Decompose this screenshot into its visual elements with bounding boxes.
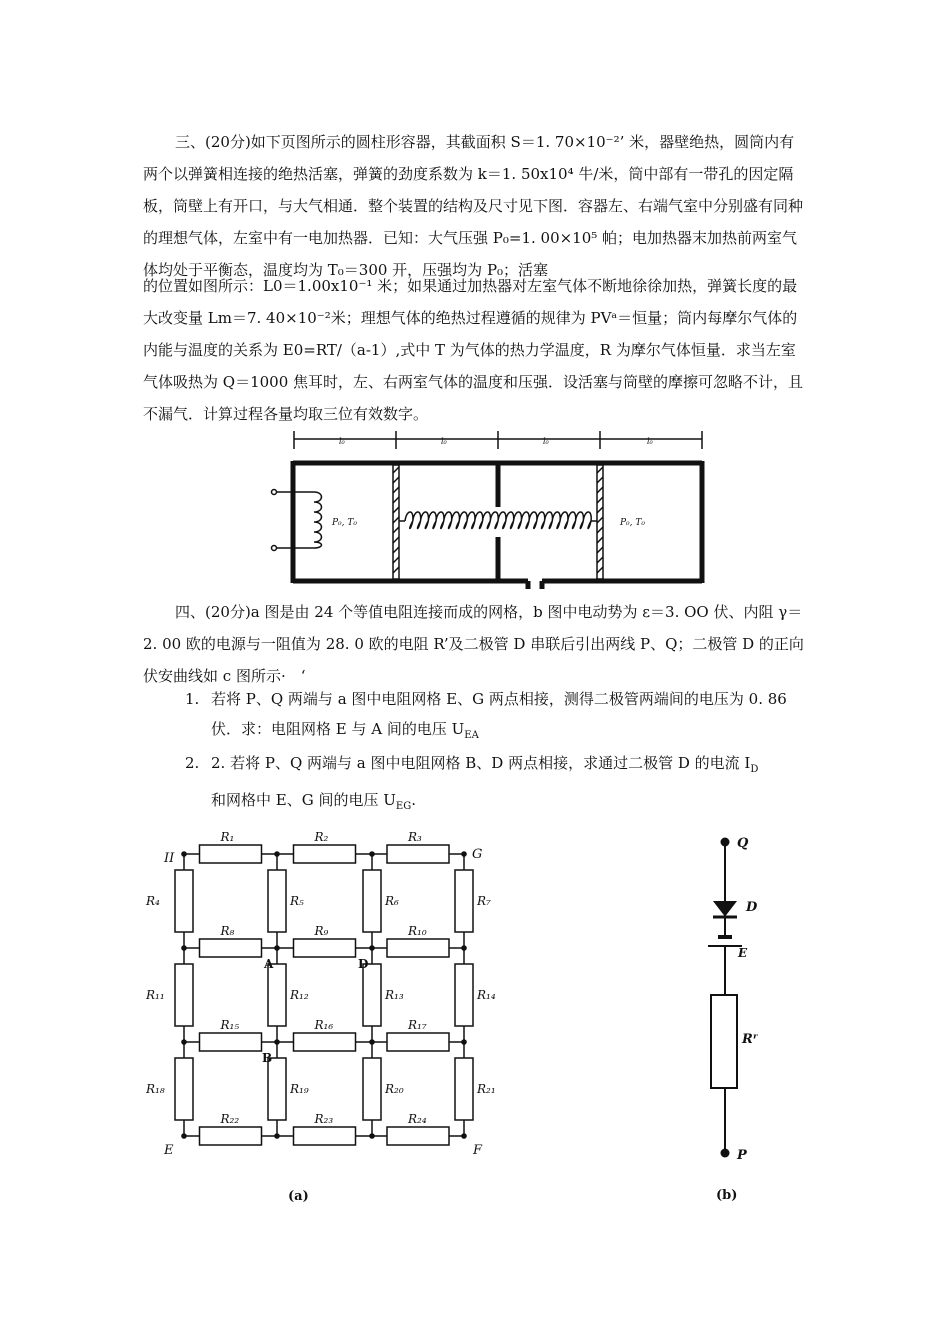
resistor-19-label: R₁₉ xyxy=(290,1082,309,1096)
question-2-line-1: 2. 若将 P、Q 两端与 a 图中电阻网格 B、D 两点相接，求通过二极管 D 的电流 I xyxy=(211,754,751,772)
grid-node xyxy=(274,945,280,951)
dim-label-4: l₀ xyxy=(647,437,653,446)
grid-node xyxy=(181,1039,187,1045)
resistor-17-label: R₁₇ xyxy=(408,1018,427,1032)
node-h-label: II xyxy=(164,851,175,866)
question-1-number: 1. xyxy=(185,690,200,708)
grid-node xyxy=(461,1039,467,1045)
resistor-4-label: R₄ xyxy=(146,894,160,908)
left-gas-label: P₀, T₀ xyxy=(332,518,357,528)
terminal-q-label: Q xyxy=(737,836,749,851)
resistor-19 xyxy=(268,1058,286,1120)
node-a-label: A xyxy=(264,957,274,971)
resistor-1-label: R₁ xyxy=(220,830,235,844)
resistor-24-label: R₂₄ xyxy=(408,1112,427,1126)
resistor-7-label: R₇ xyxy=(477,894,491,908)
dim-label-2: l₀ xyxy=(441,437,447,446)
grid-node xyxy=(369,851,375,857)
grid-nodes xyxy=(181,851,467,1139)
resistor-12 xyxy=(268,964,286,1026)
electric-heater xyxy=(272,490,322,551)
resistor-21 xyxy=(455,1058,473,1120)
resistor-20 xyxy=(363,1058,381,1120)
resistor-9-label: R₉ xyxy=(314,924,329,938)
resistor-23-label: R₂₃ xyxy=(314,1112,334,1126)
node-b-label: B xyxy=(262,1051,273,1065)
resistor-5 xyxy=(268,870,286,932)
resistor-10 xyxy=(387,939,449,957)
question-2-subscript-eg: EG xyxy=(395,801,412,812)
question-1-line-1: 若将 P、Q 两端与 a 图中电阻网格 E、G 两点相接，测得二极管两端间的电压为 0. 86 xyxy=(211,690,787,708)
grid-resistors xyxy=(175,845,473,1145)
resistor-3 xyxy=(387,845,449,863)
resistor-7 xyxy=(455,870,473,932)
node-d-label: D xyxy=(358,957,369,971)
grid-node xyxy=(369,1039,375,1045)
resistor-8 xyxy=(200,939,262,957)
resistor-20-label: R₂₀ xyxy=(385,1082,404,1096)
question-2 xyxy=(185,748,825,822)
resistor-8-label: R₈ xyxy=(220,924,235,938)
resistor-22-label: R₂₂ xyxy=(220,1112,240,1126)
resistor-14-label: R₁₄ xyxy=(477,988,496,1002)
piston-right xyxy=(597,465,603,579)
diode-label: D xyxy=(746,900,758,915)
resistor-grid-figure xyxy=(140,820,500,1210)
resistor-17 xyxy=(387,1033,449,1051)
resistor-1 xyxy=(200,845,262,863)
node-f-label: F xyxy=(473,1143,483,1158)
resistor-3-label: R₃ xyxy=(408,830,422,844)
resistor-r-prime xyxy=(711,995,737,1088)
resistor-5-label: R₅ xyxy=(290,894,304,908)
resistor-22 xyxy=(200,1127,262,1145)
grid-node xyxy=(369,1133,375,1139)
grid-node xyxy=(274,1039,280,1045)
question-1-subscript: EA xyxy=(464,730,479,741)
resistor-9 xyxy=(294,939,356,957)
grid-node xyxy=(181,945,187,951)
right-gas-label: P₀, T₀ xyxy=(620,518,645,528)
grid-node xyxy=(274,851,280,857)
source-label: E xyxy=(738,946,748,960)
resistor-13-label: R₁₃ xyxy=(385,988,404,1002)
grid-node xyxy=(274,1133,280,1139)
grid-resistor-labels xyxy=(145,830,496,1126)
node-e-label: E xyxy=(164,1143,174,1158)
problem3-paragraph-1: 三、(20分)如下页图所示的圆柱形容器，其截面积 S＝1. 70×10⁻²’ 米，器壁绝热，圆筒内有两个以弹簧相连接的绝热活塞，弹簧的劲度系数为 k＝1. 50x10⁴ 牛/米，筒中部有一带孔的因定隔板，筒壁上有开口，与大气相通．整个装置的结构及尺寸见下图．容器左、右端气室中分别盛有同种的理想气体，左室中有一电加热器．已知：大气压强 P₀=1. 00×10⁵ 帕；电加热器末加热前两室气体均处于平衡态，温度均为 T₀＝300 开，压强均为 P₀；活塞 xyxy=(143,133,804,279)
resistor-13 xyxy=(363,964,381,1026)
terminal-p-label: P xyxy=(737,1148,747,1163)
problem4-intro: 四、(20分)a 图是由 24 个等值电阻连接而成的网格，b 图中电动势为 ε＝3. OO 伏、内阻 γ＝2. 00 欧的电源与一阻值为 28. 0 欧的电阻 R’及二极管 D 串联后引出两线 P、Q；二极管 D 的正向伏安曲线如 c 图所示· ‘ xyxy=(143,603,804,685)
grid-node xyxy=(181,851,187,857)
resistor-16 xyxy=(294,1033,356,1051)
resistor-label: Rʳ xyxy=(742,1032,759,1047)
source-circuit-figure xyxy=(690,825,780,1210)
figure-b-caption: (b) xyxy=(716,1188,738,1203)
resistor-6 xyxy=(363,870,381,932)
grid-wires xyxy=(184,854,464,1136)
resistor-18 xyxy=(175,1058,193,1120)
grid-node xyxy=(461,945,467,951)
resistor-6-label: R₆ xyxy=(385,894,399,908)
resistor-11 xyxy=(175,964,193,1026)
question-2-period: . xyxy=(411,791,416,809)
dim-label-1: l₀ xyxy=(339,437,345,446)
question-1-line-2: 伏．求：电阻网格 E 与 A 间的电压 U xyxy=(211,720,465,738)
terminal-p xyxy=(721,1149,730,1158)
dimension-line xyxy=(294,431,702,449)
question-1 xyxy=(185,684,825,751)
spring xyxy=(399,512,597,529)
terminal-q xyxy=(721,838,730,847)
resistor-16-label: R₁₆ xyxy=(314,1018,334,1032)
grid-node xyxy=(369,945,375,951)
grid-node xyxy=(181,1133,187,1139)
resistor-12-label: R₁₂ xyxy=(290,988,309,1002)
resistor-10-label: R₁₀ xyxy=(408,924,427,938)
resistor-4 xyxy=(175,870,193,932)
resistor-18-label: R₁₈ xyxy=(146,1082,165,1096)
resistor-23 xyxy=(294,1127,356,1145)
resistor-15 xyxy=(200,1033,262,1051)
question-2-number: 2. xyxy=(185,754,200,772)
dim-label-3: l₀ xyxy=(543,437,549,446)
piston-left xyxy=(393,465,399,579)
diode-d xyxy=(715,902,735,915)
node-g-label: G xyxy=(472,847,483,862)
problem3-paragraph-2: 的位置如图所示：L0＝1.00x10⁻¹ 米；如果通过加热器对左室气体不断地徐徐加热，弹簧长度的最大改变量 Lm＝7. 40×10⁻²米；理想气体的绝热过程遵循的规律为 PVᵃ＝恒量；筒内每摩尔气体的内能与温度的关系为 E0=RT/（a-1）,式中 T 为气体的热力学温度，R 为摩尔气体恒量．求当左室气体吸热为 Q＝1000 焦耳时，左、右两室气体的温度和压强．设活塞与筒壁的摩擦可忽略不计，且不漏气．计算过程各量均取三位有效数字。 xyxy=(143,277,804,423)
grid-node xyxy=(461,1133,467,1139)
resistor-14 xyxy=(455,964,473,1026)
question-2-subscript-d: D xyxy=(750,764,759,775)
grid-node xyxy=(461,851,467,857)
resistor-2-label: R₂ xyxy=(314,830,329,844)
resistor-21-label: R₂₁ xyxy=(477,1082,496,1096)
resistor-15-label: R₁₅ xyxy=(220,1018,240,1032)
resistor-11-label: R₁₁ xyxy=(146,988,165,1002)
resistor-2 xyxy=(294,845,356,863)
question-2-line-2: 和网格中 E、G 间的电压 U xyxy=(211,791,396,809)
resistor-24 xyxy=(387,1127,449,1145)
cylinder-figure xyxy=(262,425,712,590)
figure-a-caption: (a) xyxy=(288,1189,309,1204)
